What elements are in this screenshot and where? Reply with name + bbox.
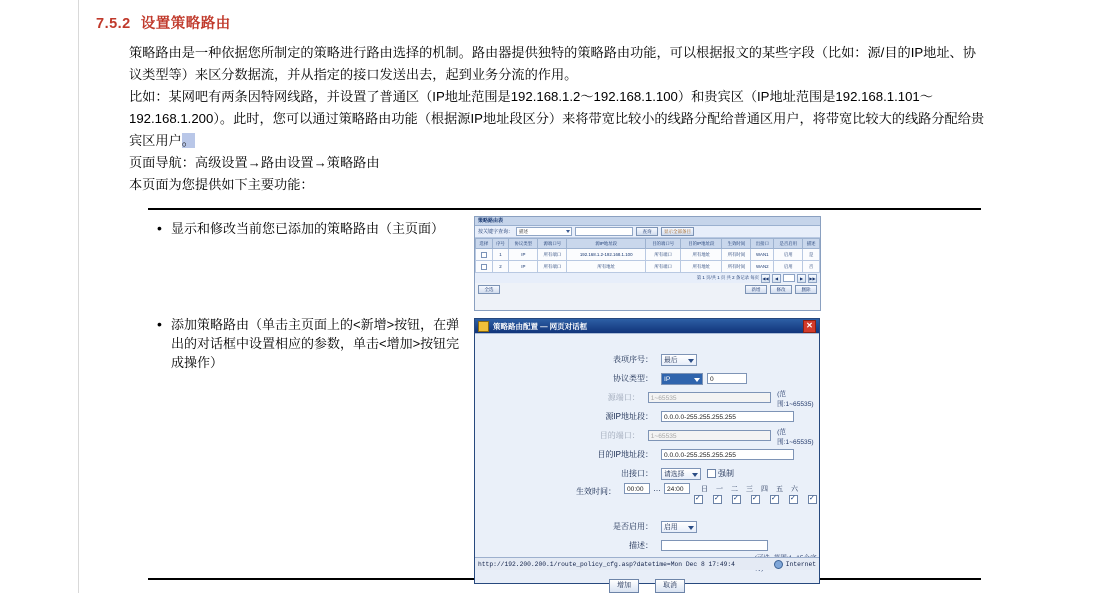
dst-ip-input[interactable]: 0.0.0.0-255.255.255.255 — [661, 449, 794, 460]
pager-text: 第 1 页/共 1 页 共 2 条记录 每页 — [696, 275, 759, 280]
row-time: 所有时间 — [722, 261, 751, 273]
row-iface — [475, 464, 819, 483]
cancel-button[interactable]: 取消 — [655, 579, 685, 593]
src-ip-input[interactable]: 0.0.0.0-255.255.255.255 — [661, 411, 794, 422]
dst-ip-label: 目的IP地址段： — [597, 450, 653, 459]
col-src-ip: 源IP地址段 — [567, 239, 646, 249]
pager-last-button[interactable]: ▶▶ — [809, 275, 816, 281]
protocol-number-input[interactable]: 0 — [707, 373, 747, 384]
weekday-label-3: 三 — [746, 485, 753, 493]
force-checkbox-wrap[interactable] — [707, 468, 734, 479]
row-index: 2 — [492, 261, 509, 273]
row-src-ip: 192.168.1.2-192.168.1.100 — [567, 249, 646, 261]
section-heading — [96, 12, 231, 33]
col-protocol: 协议类型 — [509, 239, 538, 249]
page-left-rule — [78, 0, 79, 593]
table-footer-buttons — [475, 283, 820, 296]
filter-keyword-input[interactable] — [575, 227, 633, 236]
iface-select[interactable]: 请选择 — [661, 468, 701, 480]
col-src-port: 源端口号 — [538, 239, 567, 249]
section-title: 设置策略路由 — [140, 16, 231, 32]
filter-field-select[interactable]: 描述 — [516, 227, 572, 236]
row-iface: WAN1 — [751, 249, 774, 261]
bullet-dot-icon: • — [157, 220, 162, 236]
row-src-ip — [475, 407, 819, 426]
dialog-titlebar — [475, 319, 819, 333]
row-checkbox-cell[interactable] — [476, 249, 493, 261]
time-end-input[interactable]: 24:00 — [664, 483, 690, 494]
bullet-text-2: 添加策略路由（单击主页面上的<新增>按钮，在弹出的对话框中设置相应的参数，单击<增加>按钮完成操作） — [171, 317, 460, 370]
row-protocol: IP — [509, 249, 538, 261]
iface-label: 出接口： — [621, 469, 653, 478]
desc-input[interactable] — [661, 540, 768, 551]
paragraph-2 — [129, 86, 989, 152]
weekday-checkbox-5[interactable] — [789, 495, 798, 504]
order-select[interactable]: 最后 — [661, 354, 697, 366]
add-button[interactable]: 增加 — [609, 579, 639, 593]
time-start-input[interactable]: 00:00 — [624, 483, 650, 494]
order-label: 表项序号： — [613, 355, 653, 364]
weekday-label-0: 日 — [701, 485, 708, 493]
table-row[interactable] — [476, 261, 820, 273]
table-row[interactable] — [476, 249, 820, 261]
col-enabled: 是否启用 — [774, 239, 803, 249]
pager-prev-button[interactable]: ◀ — [772, 274, 781, 283]
col-index: 序号 — [492, 239, 509, 249]
protocol-label: 协议类型： — [613, 374, 653, 383]
pager-first-button[interactable]: ◀◀ — [762, 275, 769, 281]
row-checkbox[interactable] — [481, 252, 487, 258]
search-button[interactable]: 查询 — [636, 227, 658, 236]
force-label: 强制 — [718, 469, 734, 478]
weekday-label-5: 五 — [776, 485, 783, 493]
status-zone-label: Internet — [785, 560, 816, 568]
section-body — [129, 42, 989, 196]
weekday-label-2: 二 — [731, 485, 738, 493]
bullet-text-1: 显示和修改当前您已添加的策略路由（主页面） — [171, 221, 445, 236]
bullet-item-1 — [157, 219, 457, 238]
weekday-label-1: 一 — [716, 485, 723, 493]
row-src-port — [475, 388, 819, 407]
dialog-buttons — [475, 579, 819, 593]
weekday-checkbox-0[interactable] — [694, 495, 703, 504]
row-enabled: 启用 — [774, 261, 803, 273]
desc-label: 描述： — [629, 541, 653, 550]
row-index: 1 — [492, 249, 509, 261]
row-desc: 否 — [803, 261, 820, 273]
delete-button[interactable]: 删除 — [795, 285, 817, 294]
add-button[interactable]: 新增 — [745, 285, 767, 294]
dialog-body — [475, 333, 819, 589]
row-checkbox[interactable] — [481, 264, 487, 270]
row-dst-port: 所有端口 — [646, 261, 681, 273]
pager — [697, 274, 817, 283]
time-label: 生效时间： — [576, 487, 616, 496]
show-all-button[interactable]: 显示全部条目 — [661, 227, 694, 236]
protocol-select[interactable]: IP — [661, 373, 703, 385]
col-time: 生效时间 — [722, 239, 751, 249]
paragraph-2-text: 比如：某网吧有两条因特网线路，并设置了普通区（IP地址范围是192.168.1.2～192.168.1.100）和贵宾区（IP地址范围是192.168.1.101～192.168.1.200）。此时，您可以通过策略路由功能（根据源IP地址段区分）来将带宽比较小的线路分配给普通区用户，将带宽比较大的线路分配给贵宾区用户 — [129, 89, 985, 148]
enable-label: 是否启用： — [613, 522, 653, 531]
select-all-button[interactable]: 全选 — [478, 285, 500, 294]
dst-port-label: 目的端口： — [599, 431, 640, 440]
row-dst-port: 所有端口 — [646, 249, 681, 261]
bullet-dot-icon: • — [157, 316, 162, 332]
row-src-port: 所有端口 — [538, 261, 567, 273]
policy-route-table — [475, 238, 820, 273]
close-icon[interactable]: ✕ — [803, 320, 816, 333]
src-port-label: 源端口： — [607, 393, 640, 402]
col-iface: 出接口 — [751, 239, 774, 249]
src-port-hint: (范围:1~65535) — [777, 390, 814, 408]
section-number: 7.5.2 — [96, 16, 131, 32]
col-desc: 描述 — [803, 239, 820, 249]
screenshot-policy-route-dialog — [474, 318, 820, 589]
dst-port-input[interactable]: 1~65535 — [648, 430, 771, 441]
row-time: 所有时间 — [722, 249, 751, 261]
col-select: 选择 — [476, 239, 493, 249]
weekday-checkbox-2[interactable] — [732, 495, 741, 504]
row-iface: WAN2 — [751, 261, 774, 273]
filter-label: 按关键字查询： — [478, 229, 514, 235]
row-protocol: IP — [509, 261, 538, 273]
table-panel-title: 策略路由表 — [475, 217, 820, 226]
row-src-port: 所有端口 — [538, 249, 567, 261]
dialog-title: 策略路由配置 — 网页对话框 — [493, 321, 588, 331]
weekday-label-4: 四 — [761, 485, 768, 493]
pager-page-input[interactable] — [783, 274, 795, 282]
weekday-labels — [701, 484, 798, 494]
row-src-ip: 所有地址 — [567, 261, 646, 273]
table-bottom-bar — [475, 273, 820, 283]
col-dst-ip: 目的IP地址段 — [681, 239, 722, 249]
weekday-checkbox-3[interactable] — [751, 495, 760, 504]
status-zone — [774, 560, 816, 569]
weekday-checkbox-6[interactable] — [808, 495, 817, 504]
row-protocol — [475, 369, 819, 388]
dialog-statusbar — [475, 557, 819, 570]
row-order — [475, 350, 819, 369]
pager-next-button[interactable]: ▶ — [797, 274, 806, 283]
time-dash: … — [653, 484, 661, 493]
row-dst-ip: 所有地址 — [681, 261, 722, 273]
nav-path: 页面导航：高级设置→路由设置→策略路由 — [129, 155, 380, 170]
weekday-label-6: 六 — [791, 485, 798, 493]
force-checkbox[interactable] — [707, 469, 716, 478]
screenshot-policy-route-table — [474, 216, 821, 311]
dialog-icon — [478, 321, 489, 332]
src-ip-label: 源IP地址段： — [605, 412, 653, 421]
row-desc: 是 — [803, 249, 820, 261]
status-url: http://192.200.200.1/route_policy_cfg.asp?datetime=Mon Dec 8 17:49:4 — [478, 560, 735, 568]
row-checkbox-cell[interactable] — [476, 261, 493, 273]
modify-button[interactable]: 修改 — [770, 285, 792, 294]
row-dst-port — [475, 426, 819, 445]
weekday-checkbox-4[interactable] — [770, 495, 779, 504]
filter-bar — [475, 226, 820, 238]
weekday-checkbox-1[interactable] — [713, 495, 722, 504]
row-time — [475, 483, 819, 509]
enable-select[interactable]: 启用 — [661, 521, 697, 533]
col-dst-port: 目的端口号 — [646, 239, 681, 249]
paragraph-1: 策略路由是一种依据您所制定的策略进行路由选择的机制。路由器提供独特的策略路由功能，可以根据报文的某些字段（比如：源/目的IP地址、协议类型等）来区分数据流，并从指定的接口发送出去，起到业务分流的作用。 — [129, 45, 976, 82]
src-port-input[interactable]: 1~65535 — [648, 392, 771, 403]
divider-top — [148, 208, 981, 210]
row-enabled: 启用 — [774, 249, 803, 261]
globe-icon — [774, 560, 783, 569]
weekday-checkboxes[interactable] — [694, 495, 819, 504]
row-dst-ip: 所有地址 — [681, 249, 722, 261]
row-dst-ip — [475, 445, 819, 464]
bullet-item-2 — [157, 315, 462, 372]
row-enable — [475, 517, 819, 536]
intro-line: 本页面为您提供如下主要功能： — [129, 177, 314, 192]
highlighted-char: 。 — [181, 133, 195, 148]
dst-port-hint: (范围:1~65535) — [777, 428, 814, 446]
table-header-row — [476, 239, 820, 249]
